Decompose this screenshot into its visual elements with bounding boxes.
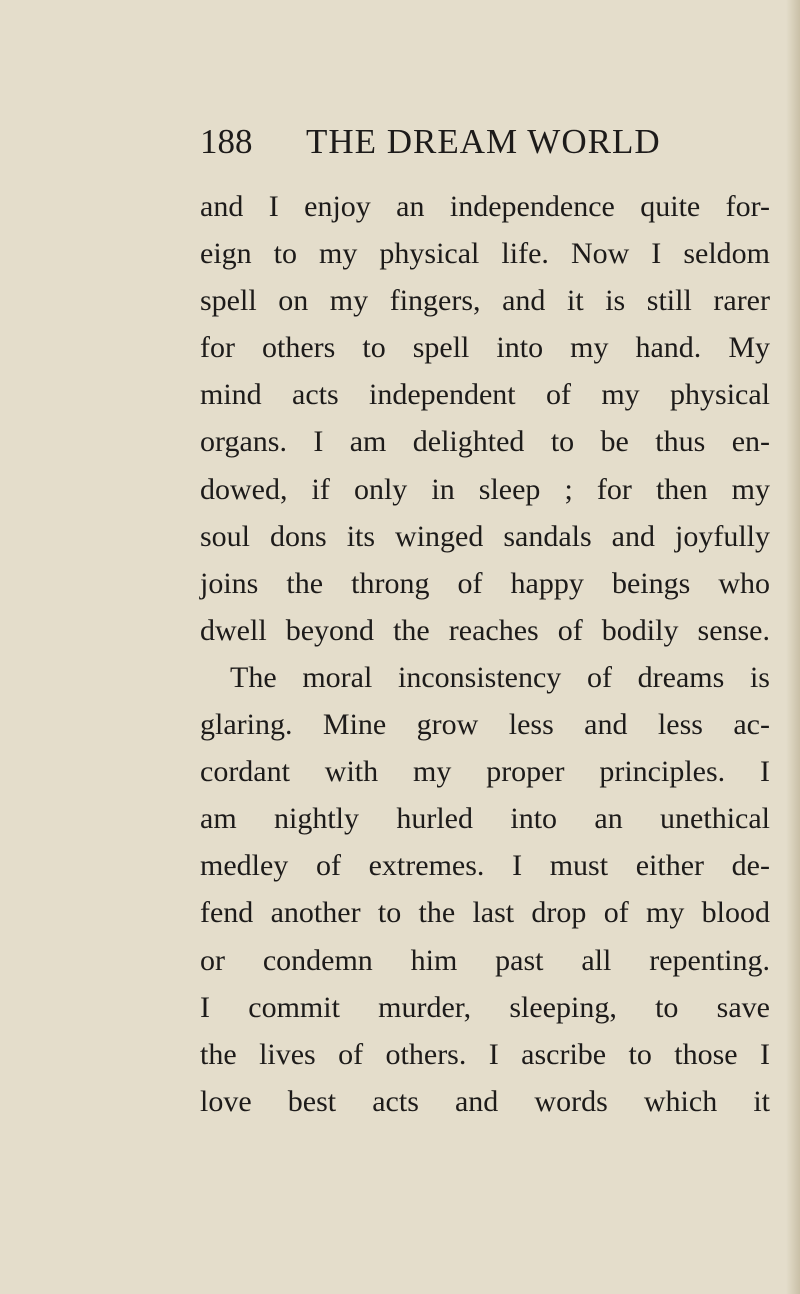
text-line: am nightly hurled into an unethical xyxy=(200,802,770,836)
text-line: for others to spell into my hand. My xyxy=(200,331,770,365)
text-line: cordant with my proper principles. I xyxy=(200,755,770,789)
running-title: THE DREAM WORLD xyxy=(306,122,661,161)
text-line: spell on my fingers, and it is still rarer xyxy=(200,284,770,318)
text-line: soul dons its winged sandals and joyfully xyxy=(200,519,770,553)
text-line: and I enjoy an independence quite for- xyxy=(200,190,770,223)
text-line: eign to my physical life. Now I seldom xyxy=(200,237,770,271)
text-line: organs. I am delighted to be thus en- xyxy=(200,425,770,459)
text-line: medley of extremes. I must either de- xyxy=(200,849,770,883)
text-line: joins the throng of happy beings who xyxy=(200,566,770,600)
running-head xyxy=(200,120,760,164)
body-text xyxy=(200,183,770,1125)
text-line: the lives of others. I ascribe to those I xyxy=(200,1037,770,1071)
text-line: The moral inconsistency of dreams is xyxy=(230,660,770,694)
text-line: mind acts independent of my physical xyxy=(200,378,770,412)
text-line: I commit murder, sleeping, to save xyxy=(200,990,770,1024)
text-line: glaring. Mine grow less and less ac- xyxy=(200,708,770,742)
text-line: or condemn him past all repenting. xyxy=(200,943,770,977)
page-edge-shadow xyxy=(786,0,800,1294)
text-line: dowed, if only in sleep ; for then my xyxy=(200,472,770,506)
text-line: love best acts and words which it xyxy=(200,1084,770,1118)
text-line: fend another to the last drop of my blood xyxy=(200,896,770,930)
text-line: dwell beyond the reaches of bodily sense. xyxy=(200,613,770,647)
page-number: 188 xyxy=(200,122,253,161)
